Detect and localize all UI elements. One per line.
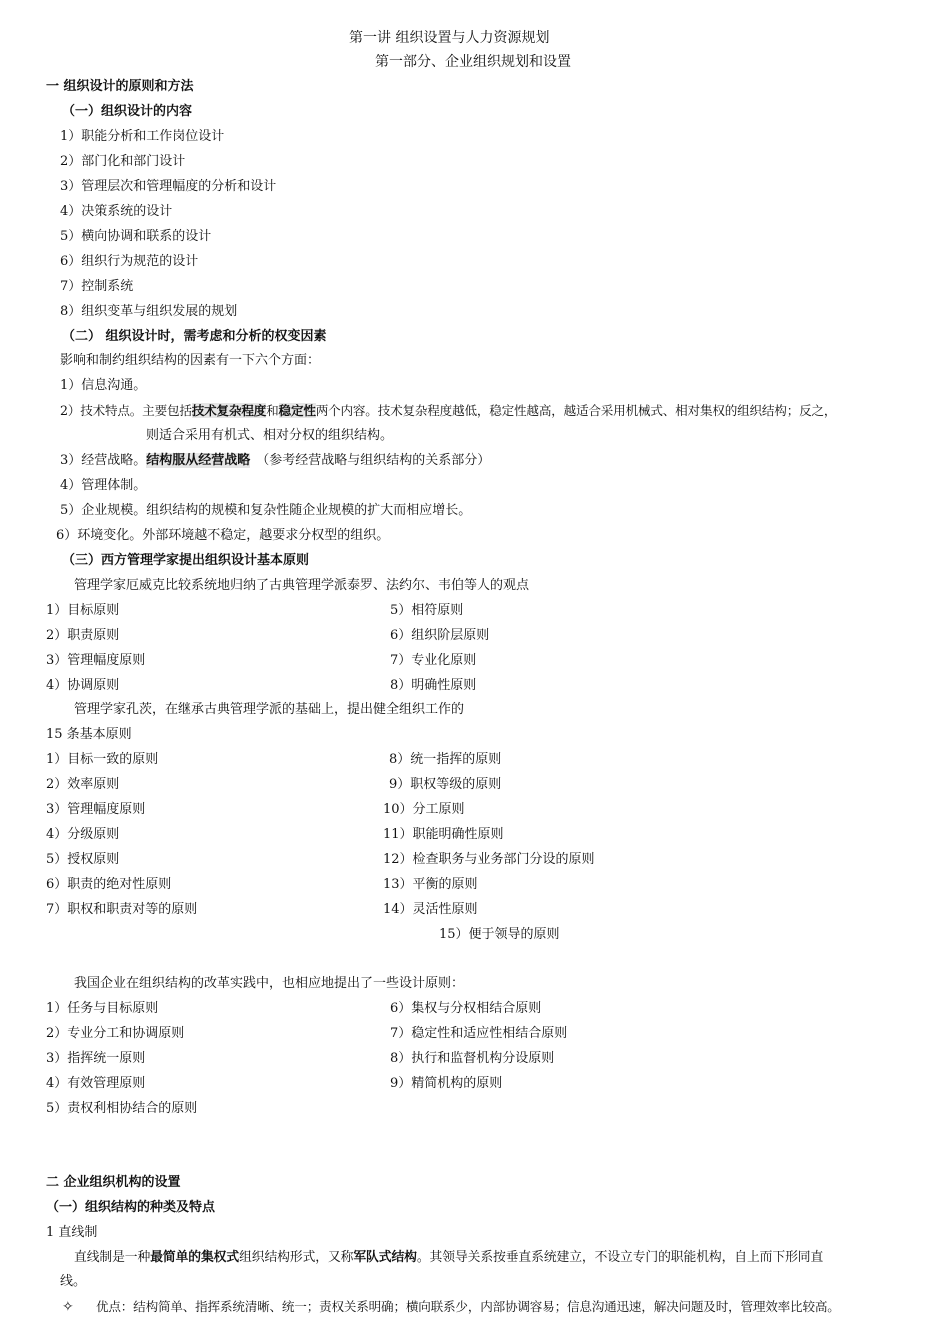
factor-text: 2）技术特点。主要包括	[60, 403, 192, 418]
para-text: 组织结构形式，又称	[239, 1250, 354, 1265]
structure-type: 1 直线制	[46, 1225, 98, 1240]
factor-item: 5）企业规模。组织结构的规模和复杂性随企业规模的扩大而相应增长。	[60, 503, 472, 518]
principle-item: 3）管理幅度原则	[46, 802, 146, 817]
principle-item: 11）职能明确性原则	[383, 827, 504, 842]
list-item: 6）组织行为规范的设计	[60, 254, 199, 269]
paragraph-cont: 线。	[60, 1274, 87, 1289]
koontz-intro: 管理学家孔茨，在继承古典管理学派的基础上，提出健全组织工作的	[74, 702, 465, 717]
principle-item: 1）任务与目标原则	[46, 1001, 159, 1016]
principle-item: 6）集权与分权相结合原则	[390, 1001, 542, 1016]
list-item: 2）部门化和部门设计	[60, 154, 186, 169]
section-2-heading: 二 企业组织机构的设置	[46, 1175, 181, 1190]
china-intro: 我国企业在组织结构的改革实践中，也相应地提出了一些设计原则：	[74, 976, 465, 991]
principle-item: 12）检查职务与业务部门分设的原则	[383, 852, 595, 867]
diamond-bullet-icon: ✧	[62, 1299, 74, 1315]
principle-item: 1）目标一致的原则	[46, 752, 159, 767]
principle-item: 4）协调原则	[46, 678, 120, 693]
principle-item: 9）精简机构的原则	[390, 1076, 503, 1091]
bold-term: 最简单的集权式	[150, 1250, 240, 1265]
line-structure-paragraph	[74, 1249, 823, 1267]
factor-item-cont: 则适合采用有机式、相对分权的组织结构。	[146, 428, 394, 443]
para-text: 直线制是一种	[74, 1250, 151, 1265]
factors-intro: 影响和制约组织结构的因素有一下六个方面：	[60, 353, 321, 368]
principle-item: 7）职权和职责对等的原则	[46, 902, 198, 917]
list-item: 1）职能分析和工作岗位设计	[60, 129, 225, 144]
part-title: 第一部分、企业组织规划和设置	[375, 54, 571, 70]
principle-item: 8）统一指挥的原则	[389, 752, 502, 767]
principle-item: 2）职责原则	[46, 628, 120, 643]
principle-item: 4）分级原则	[46, 827, 120, 842]
principle-item: 10）分工原则	[383, 802, 465, 817]
list-item: 5）横向协调和联系的设计	[60, 229, 212, 244]
principle-item: 7）稳定性和适应性相结合原则	[390, 1026, 568, 1041]
subsection-3-heading: （三）西方管理学家提出组织设计基本原则	[62, 553, 310, 568]
principle-item: 2）专业分工和协调原则	[46, 1026, 185, 1041]
principle-item: 1）目标原则	[46, 603, 120, 618]
factor-text: 两个内容。技术复杂程度越低，稳定性越高，越适合采用机械式、相对集权的组织结构；反之，	[315, 403, 837, 418]
factor-item: 1）信息沟通。	[60, 378, 147, 393]
principle-item: 4）有效管理原则	[46, 1076, 146, 1091]
principle-item: 13）平衡的原则	[383, 877, 478, 892]
principle-item: 7）专业化原则	[390, 653, 477, 668]
factor-item-tech	[60, 402, 836, 420]
principle-item: 5）授权原则	[46, 852, 120, 867]
list-item: 4）决策系统的设计	[60, 204, 173, 219]
factor-item-strategy	[60, 452, 490, 470]
principle-item: 2）效率原则	[46, 777, 120, 792]
koontz-intro-cont: 15 条基本原则	[46, 727, 132, 742]
subsection-2-heading: （二） 组织设计时，需考虑和分析的权变因素	[62, 329, 327, 344]
principle-item: 6）组织阶层原则	[390, 628, 490, 643]
highlight-term: 结构服从经营战略	[146, 453, 251, 468]
principle-item: 6）职责的绝对性原则	[46, 877, 172, 892]
principle-item: 5）相符原则	[390, 603, 464, 618]
principle-item: 15）便于领导的原则	[439, 927, 560, 942]
factor-text: 和	[266, 403, 279, 418]
subsection-heading: （一）组织结构的种类及特点	[46, 1200, 216, 1215]
lecture-title: 第一讲 组织设置与人力资源规划	[349, 30, 550, 46]
highlight-term: 稳定性	[278, 403, 316, 418]
section-1-heading: 一 组织设计的原则和方法	[46, 79, 194, 94]
bold-term: 军队式结构	[353, 1250, 417, 1265]
principle-item: 8）明确性原则	[390, 678, 477, 693]
factor-text: 3）经营战略。	[60, 453, 147, 468]
factor-item: 4）管理体制。	[60, 478, 147, 493]
list-item: 8）组织变革与组织发展的规划	[60, 304, 238, 319]
principle-item: 8）执行和监督机构分设原则	[390, 1051, 555, 1066]
subsection-1-heading: （一）组织设计的内容	[62, 104, 193, 119]
list-item: 3）管理层次和管理幅度的分析和设计	[60, 179, 277, 194]
urwick-intro: 管理学家厄威克比较系统地归纳了古典管理学派泰罗、法约尔、韦伯等人的观点	[74, 578, 530, 593]
highlight-term: 技术复杂程度	[191, 403, 267, 418]
factor-item: 6）环境变化。外部环境越不稳定，越要求分权型的组织。	[56, 528, 390, 543]
principle-item: 3）指挥统一原则	[46, 1051, 146, 1066]
principle-item: 9）职权等级的原则	[389, 777, 502, 792]
factor-text: （参考经营战略与组织结构的关系部分）	[256, 453, 491, 468]
principle-item: 3）管理幅度原则	[46, 653, 146, 668]
advantages-text: 优点：结构简单、指挥系统清晰、统一；责权关系明确；横向联系少，内部协调容易；信息沟通迅速，解决问题及时，管理效率比较高。	[96, 1299, 840, 1314]
principle-item: 14）灵活性原则	[383, 902, 478, 917]
principle-item: 5）责权利相协结合的原则	[46, 1101, 198, 1116]
list-item: 7）控制系统	[60, 279, 134, 294]
para-text: 。其领导关系按垂直系统建立，不设立专门的职能机构，自上而下形同直	[416, 1250, 824, 1265]
